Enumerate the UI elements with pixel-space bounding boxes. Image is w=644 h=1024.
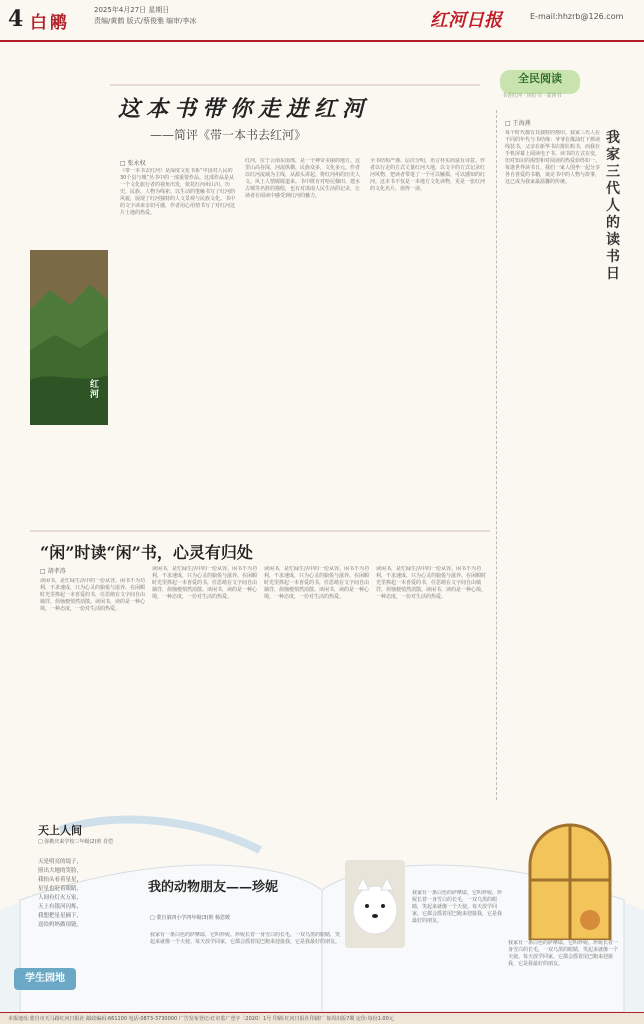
header-meta	[94, 5, 197, 27]
feature-body-col2: 红河，位于云南东南部，是一个神奇美丽的地方。这里山高谷深，河流纵横，民族众多，文化多元。作者以红河流域为主线，从源头讲起，将红河州的历史人文、风土人情娓娓道来。书中既有对哈尼梯田、建水古城等名胜的描绘，也有对滇南人民生活的记录，让读者在阅读中感受到红河的魅力。	[245, 158, 361, 199]
newspaper-logo: 红河日报	[430, 10, 502, 31]
feature-subtitle: ——简评《带一本书去红河》	[150, 128, 307, 142]
animal-story-body-col3: 我家有一条白色的萨摩耶，它叫珍妮。珍妮长着一身雪白的长毛，一双乌黑的眼睛，笑起来就像一个天使。每天放学回家，它都会摇着尾巴跑来迎接我，它是我最好的朋友。	[508, 940, 618, 967]
animal-story-body: 我家有一条白色的萨摩耶，它叫珍妮。珍妮长着一身雪白的长毛，一双乌黑的眼睛，笑起来就像一个天使。每天放学回家，它都会摇着尾巴跑来迎接我，它是我最好的朋友。	[150, 932, 340, 945]
dog-photo	[345, 860, 405, 948]
book-cover-title: 红河	[90, 380, 100, 400]
poem-title: 天上人间	[38, 824, 82, 837]
issue-date: 2025年4月27日 星期日	[94, 6, 170, 14]
column-badge: 全民阅读	[500, 70, 580, 94]
poem-line: 天是明亮的镜子，	[38, 859, 83, 865]
feature-author: □ 张永权	[120, 160, 146, 167]
feature-body-col1: 《带一本书去红河》是深度文化书系“中国对人民的30个县与城”丛书中的一部重要作品。这部作品是从一个文化旅行者的视角出发，依托红河州山川、历史、民族、人物为线索，以生动的笔触书写了红河的风貌，展现了红河独特的人文景观与民族文化。书中的文字读来亲切可感，作者用心用情书写了对红河这片土地的热爱。	[120, 168, 236, 216]
animal-story-author: □ 蒙自第四小学四年级(3)班 杨思媛	[150, 915, 230, 921]
poem-line: 我想把星星摘下，	[38, 913, 83, 919]
page-footer: 本报地址:蒙自市天马路红河日报社 邮政编码:661100 电话:0873-3730000 广告发布登记:红市监广登字〔2020〕1号 印刷:红河日报社印刷厂 每周出版7期 定价:每份1.00元	[0, 1012, 644, 1024]
leisure-title: “闲”时读“闲”书，心灵有归处	[40, 543, 253, 562]
feature-body-col3: 全书结构严谨、层次分明，语言朴实而富有诗意。作者以行走的方式丈量红河大地，以文字的方式记录红河风物，把读者带进了一个可以触摸、可以感知的红河。这本书不仅是一本地方文化读物，更是一张红河的文化名片，值得一读。	[370, 158, 486, 192]
animal-story-title: 我的动物朋友——珍妮	[148, 880, 279, 895]
dog-icon	[345, 860, 405, 948]
leisure-body-col2: 读闲书，是忙碌生活中的一份从容。闲书不为功利，不求速成，只为心灵的愉悦与滋养。在闲暇时光里捧起一本喜爱的书，任思绪在文字间自由徜徉，烦恼便悄然消散。读闲书，读的是一种心境，一种态度，一份对生活的热爱。	[152, 566, 258, 600]
title-divider	[110, 84, 480, 86]
right-article-body: 每个时代都有其独特的烙印。我家三代人在不同的年代与书结缘：爷爷在煤油灯下捧读线装书，父亲在新华书店排队购书，而我在手机屏幕上阅读电子书。读书的方式在变，但对知识的渴望和对阅读的热爱始终如一。每逢世界读书日，我们一家人围坐一起分享各自喜爱的书籍，谈论书中的人物与故事，这已成为我家最温馨的传统。	[505, 130, 600, 185]
section-divider	[30, 530, 490, 532]
poem-line: 照出大地的笑脸，	[38, 868, 83, 874]
student-corner-badge: 学生园地	[14, 968, 76, 990]
column-badge-sub: 书香红河 · 读好书 · 爱读书	[502, 93, 562, 99]
poem-line: 天上有银河闪烁，	[38, 904, 83, 910]
column-divider-right	[496, 110, 497, 800]
editors: 责编/黄鹤 版式/蔡俊雅 编审/李冰	[94, 17, 197, 25]
right-article-author: □ 王海燕	[505, 120, 531, 127]
page-number: 4	[8, 6, 24, 32]
book-cover-image	[30, 250, 108, 425]
leisure-author: □ 胡孝涛	[40, 568, 66, 575]
poem-body	[38, 858, 148, 930]
animal-story-body-col2: 我家有一条白色的萨摩耶，它叫珍妮。珍妮长着一身雪白的长毛，一双乌黑的眼睛，笑起来就像一个天使。每天放学回家，它都会摇着尾巴跑来迎接我，它是我最好的朋友。	[412, 890, 502, 924]
page-section-name: 白鹇	[30, 13, 70, 33]
leisure-body-col3: 读闲书，是忙碌生活中的一份从容。闲书不为功利，不求速成，只为心灵的愉悦与滋养。在闲暇时光里捧起一本喜爱的书，任思绪在文字间自由徜徉，烦恼便悄然消散。读闲书，读的是一种心境，一种态度，一份对生活的热爱。	[264, 566, 370, 600]
poem-line: 星星也眨着眼睛，	[38, 886, 83, 892]
poem-line: 我抬头看着星星，	[38, 877, 83, 883]
feature-title: 这本书带你走进红河	[118, 96, 371, 122]
leisure-body-col1: 读闲书，是忙碌生活中的一份从容。闲书不为功利，不求速成，只为心灵的愉悦与滋养。在闲暇时光里捧起一本喜爱的书，任思绪在文字间自由徜徉，烦恼便悄然消散。读闲书，读的是一种心境，一种态度，一份对生活的热爱。	[40, 578, 146, 612]
poem-author: □ 弥勒庆来学校三年级(2)班 肖恺	[38, 839, 113, 845]
window-illustration	[520, 820, 620, 940]
leisure-body-col4: 读闲书，是忙碌生活中的一份从容。闲书不为功利，不求速成，只为心灵的愉悦与滋养。在闲暇时光里捧起一本喜爱的书，任思绪在文字间自由徜徉，烦恼便悄然消散。读闲书，读的是一种心境，一种态度，一份对生活的热爱。	[376, 566, 487, 600]
poem-line: 送给妈妈做项链。	[38, 922, 83, 928]
poem-line: 人间有灯火万家，	[38, 895, 83, 901]
page-header	[0, 0, 644, 42]
right-article-title: 我家三代人的读书日	[606, 130, 620, 282]
header-email: E-mail:hhzrb@126.com	[530, 12, 624, 21]
